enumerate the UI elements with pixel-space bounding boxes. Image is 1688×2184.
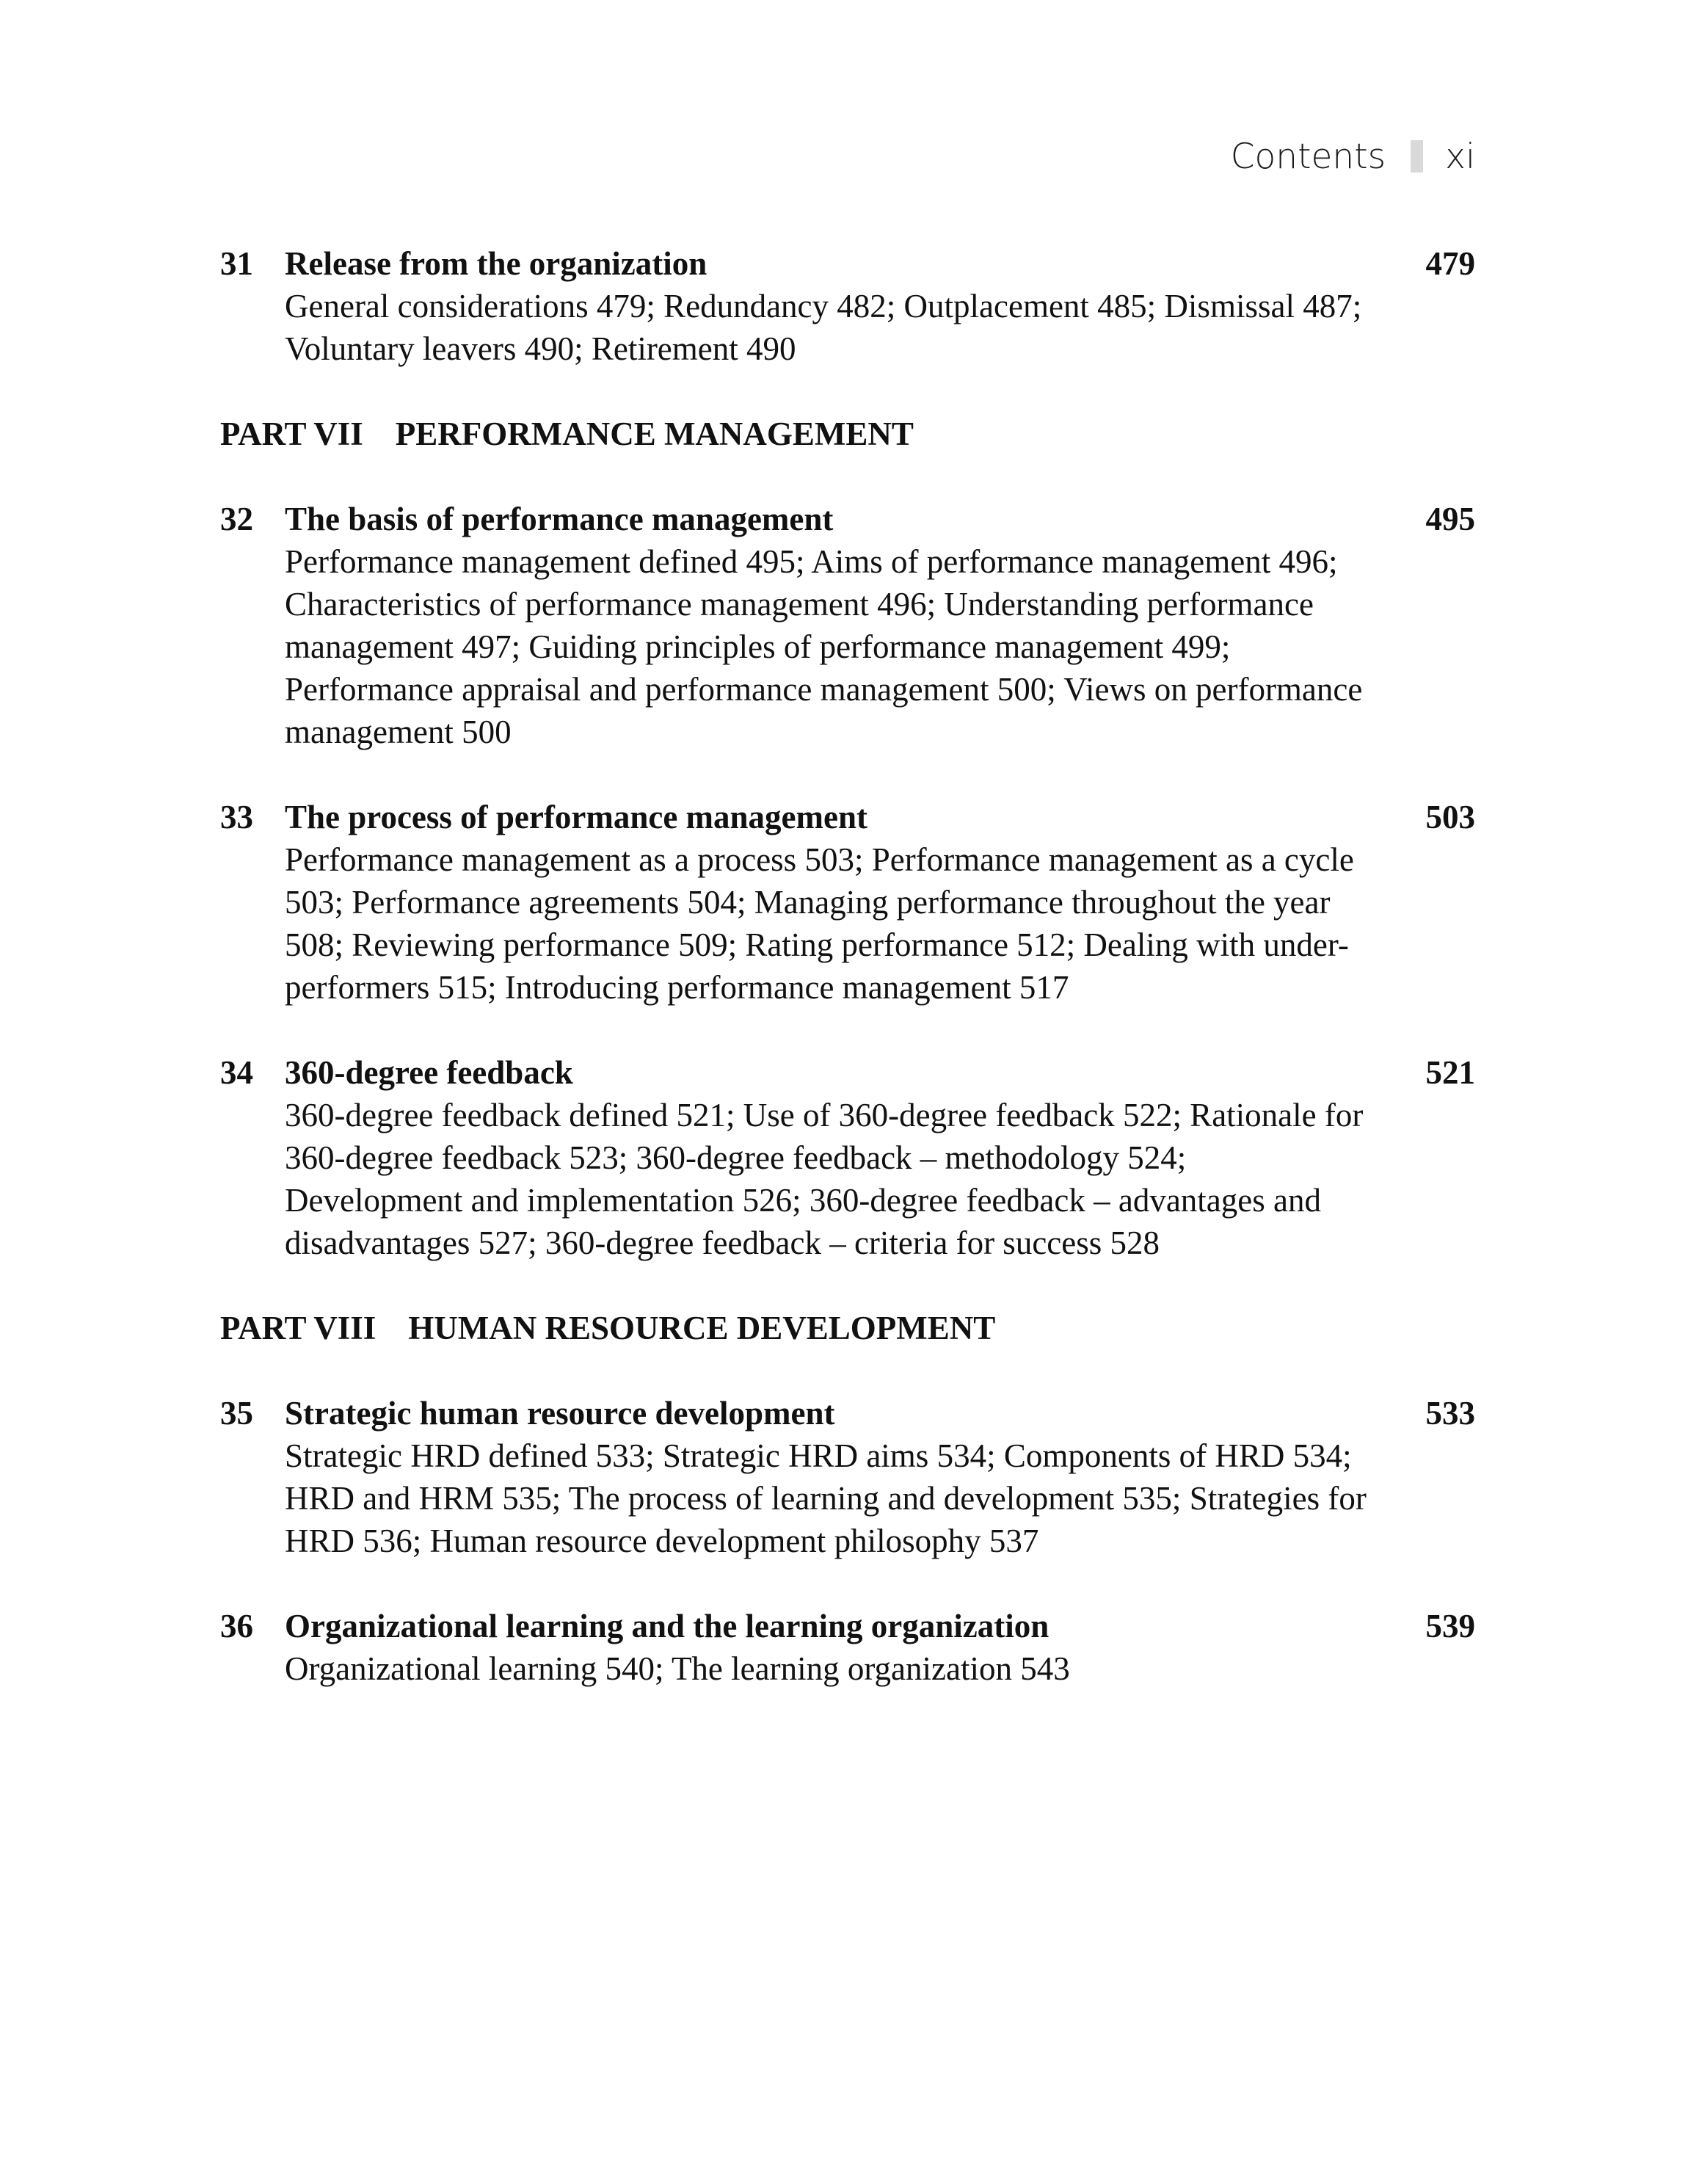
chapter-number: 33 xyxy=(220,799,253,835)
chapter-subtopics: Performance management as a process 503; Performance management as a cycle 503; Performance agreements 504; Managing performance throughout the year 508; Reviewing performance 509; Rating performance 512; Dealing with under-performers 515; Introducing performance management 517 xyxy=(285,841,1354,1006)
chapter-subtopics: Strategic HRD defined 533; Strategic HRD aims 534; Components of HRD 534; HRD and HRM 535; The process of learning and development 535; Strategies for HRD 536; Human resource development philosophy 537 xyxy=(285,1437,1367,1559)
part-heading-vii xyxy=(220,413,1475,455)
chapter-title[interactable]: 360-degree feedback xyxy=(285,1054,573,1091)
chapter-title[interactable]: Organizational learning and the learning organization xyxy=(285,1608,1049,1644)
spacer xyxy=(220,1562,1475,1605)
toc-entry-34[interactable] xyxy=(220,1051,1475,1264)
chapter-page: 503 xyxy=(1425,799,1475,835)
chapter-subtopics: Performance management defined 495; Aims of performance management 496; Characteristics of performance management 496; Understanding performance management 497; Guiding principles of performance management 499; Performance appraisal and performance management 500; Views on performance management 500 xyxy=(285,543,1363,750)
toc-entry-33[interactable] xyxy=(220,796,1475,1009)
chapter-subtopics: Organizational learning 540; The learning organization 543 xyxy=(285,1650,1070,1687)
toc-entry-36[interactable] xyxy=(220,1605,1475,1690)
table-of-contents xyxy=(220,242,1475,1690)
chapter-page: 539 xyxy=(1425,1608,1475,1644)
part-title: HUMAN RESOURCE DEVELOPMENT xyxy=(408,1310,996,1346)
chapter-page: 521 xyxy=(1425,1054,1475,1091)
chapter-subtopics: General considerations 479; Redundancy 482; Outplacement 485; Dismissal 487; Voluntary leavers 490; Retirement 490 xyxy=(285,288,1362,367)
spacer xyxy=(220,1009,1475,1051)
running-head xyxy=(1231,131,1475,182)
chapter-page: 479 xyxy=(1425,245,1475,282)
chapter-title[interactable]: The basis of performance management xyxy=(285,501,834,537)
running-head-title: Contents xyxy=(1230,136,1386,177)
chapter-page: 533 xyxy=(1425,1395,1475,1432)
part-title: PERFORMANCE MANAGEMENT xyxy=(395,416,914,452)
chapter-title[interactable]: The process of performance management xyxy=(285,799,868,835)
chapter-number: 34 xyxy=(220,1054,253,1091)
chapter-number: 32 xyxy=(220,501,253,537)
toc-entry-35[interactable] xyxy=(220,1392,1475,1562)
part-heading-viii xyxy=(220,1307,1475,1349)
spacer xyxy=(220,455,1475,498)
chapter-number: 36 xyxy=(220,1608,253,1644)
chapter-subtopics: 360-degree feedback defined 521; Use of 360-degree feedback 522; Rationale for 360-degree feedback 523; 360-degree feedback – methodology 524; Development and implementation 526; 360-degree feedback – advantages and disadvantages 527; 360-degree feedback – criteria for success 528 xyxy=(285,1097,1364,1261)
spacer xyxy=(220,1264,1475,1307)
chapter-title[interactable]: Release from the organization xyxy=(285,245,707,282)
chapter-title[interactable]: Strategic human resource development xyxy=(285,1395,835,1432)
toc-entry-31[interactable] xyxy=(220,242,1475,370)
part-label: PART VII xyxy=(220,416,363,452)
chapter-number: 31 xyxy=(220,245,253,282)
spacer xyxy=(220,1349,1475,1392)
toc-entry-32[interactable] xyxy=(220,498,1475,753)
chapter-number: 35 xyxy=(220,1395,253,1432)
page-number: xi xyxy=(1445,136,1475,177)
spacer xyxy=(220,370,1475,413)
running-head-divider xyxy=(1411,140,1423,173)
spacer xyxy=(220,753,1475,796)
chapter-page: 495 xyxy=(1425,501,1475,537)
part-label: PART VIII xyxy=(220,1310,376,1346)
